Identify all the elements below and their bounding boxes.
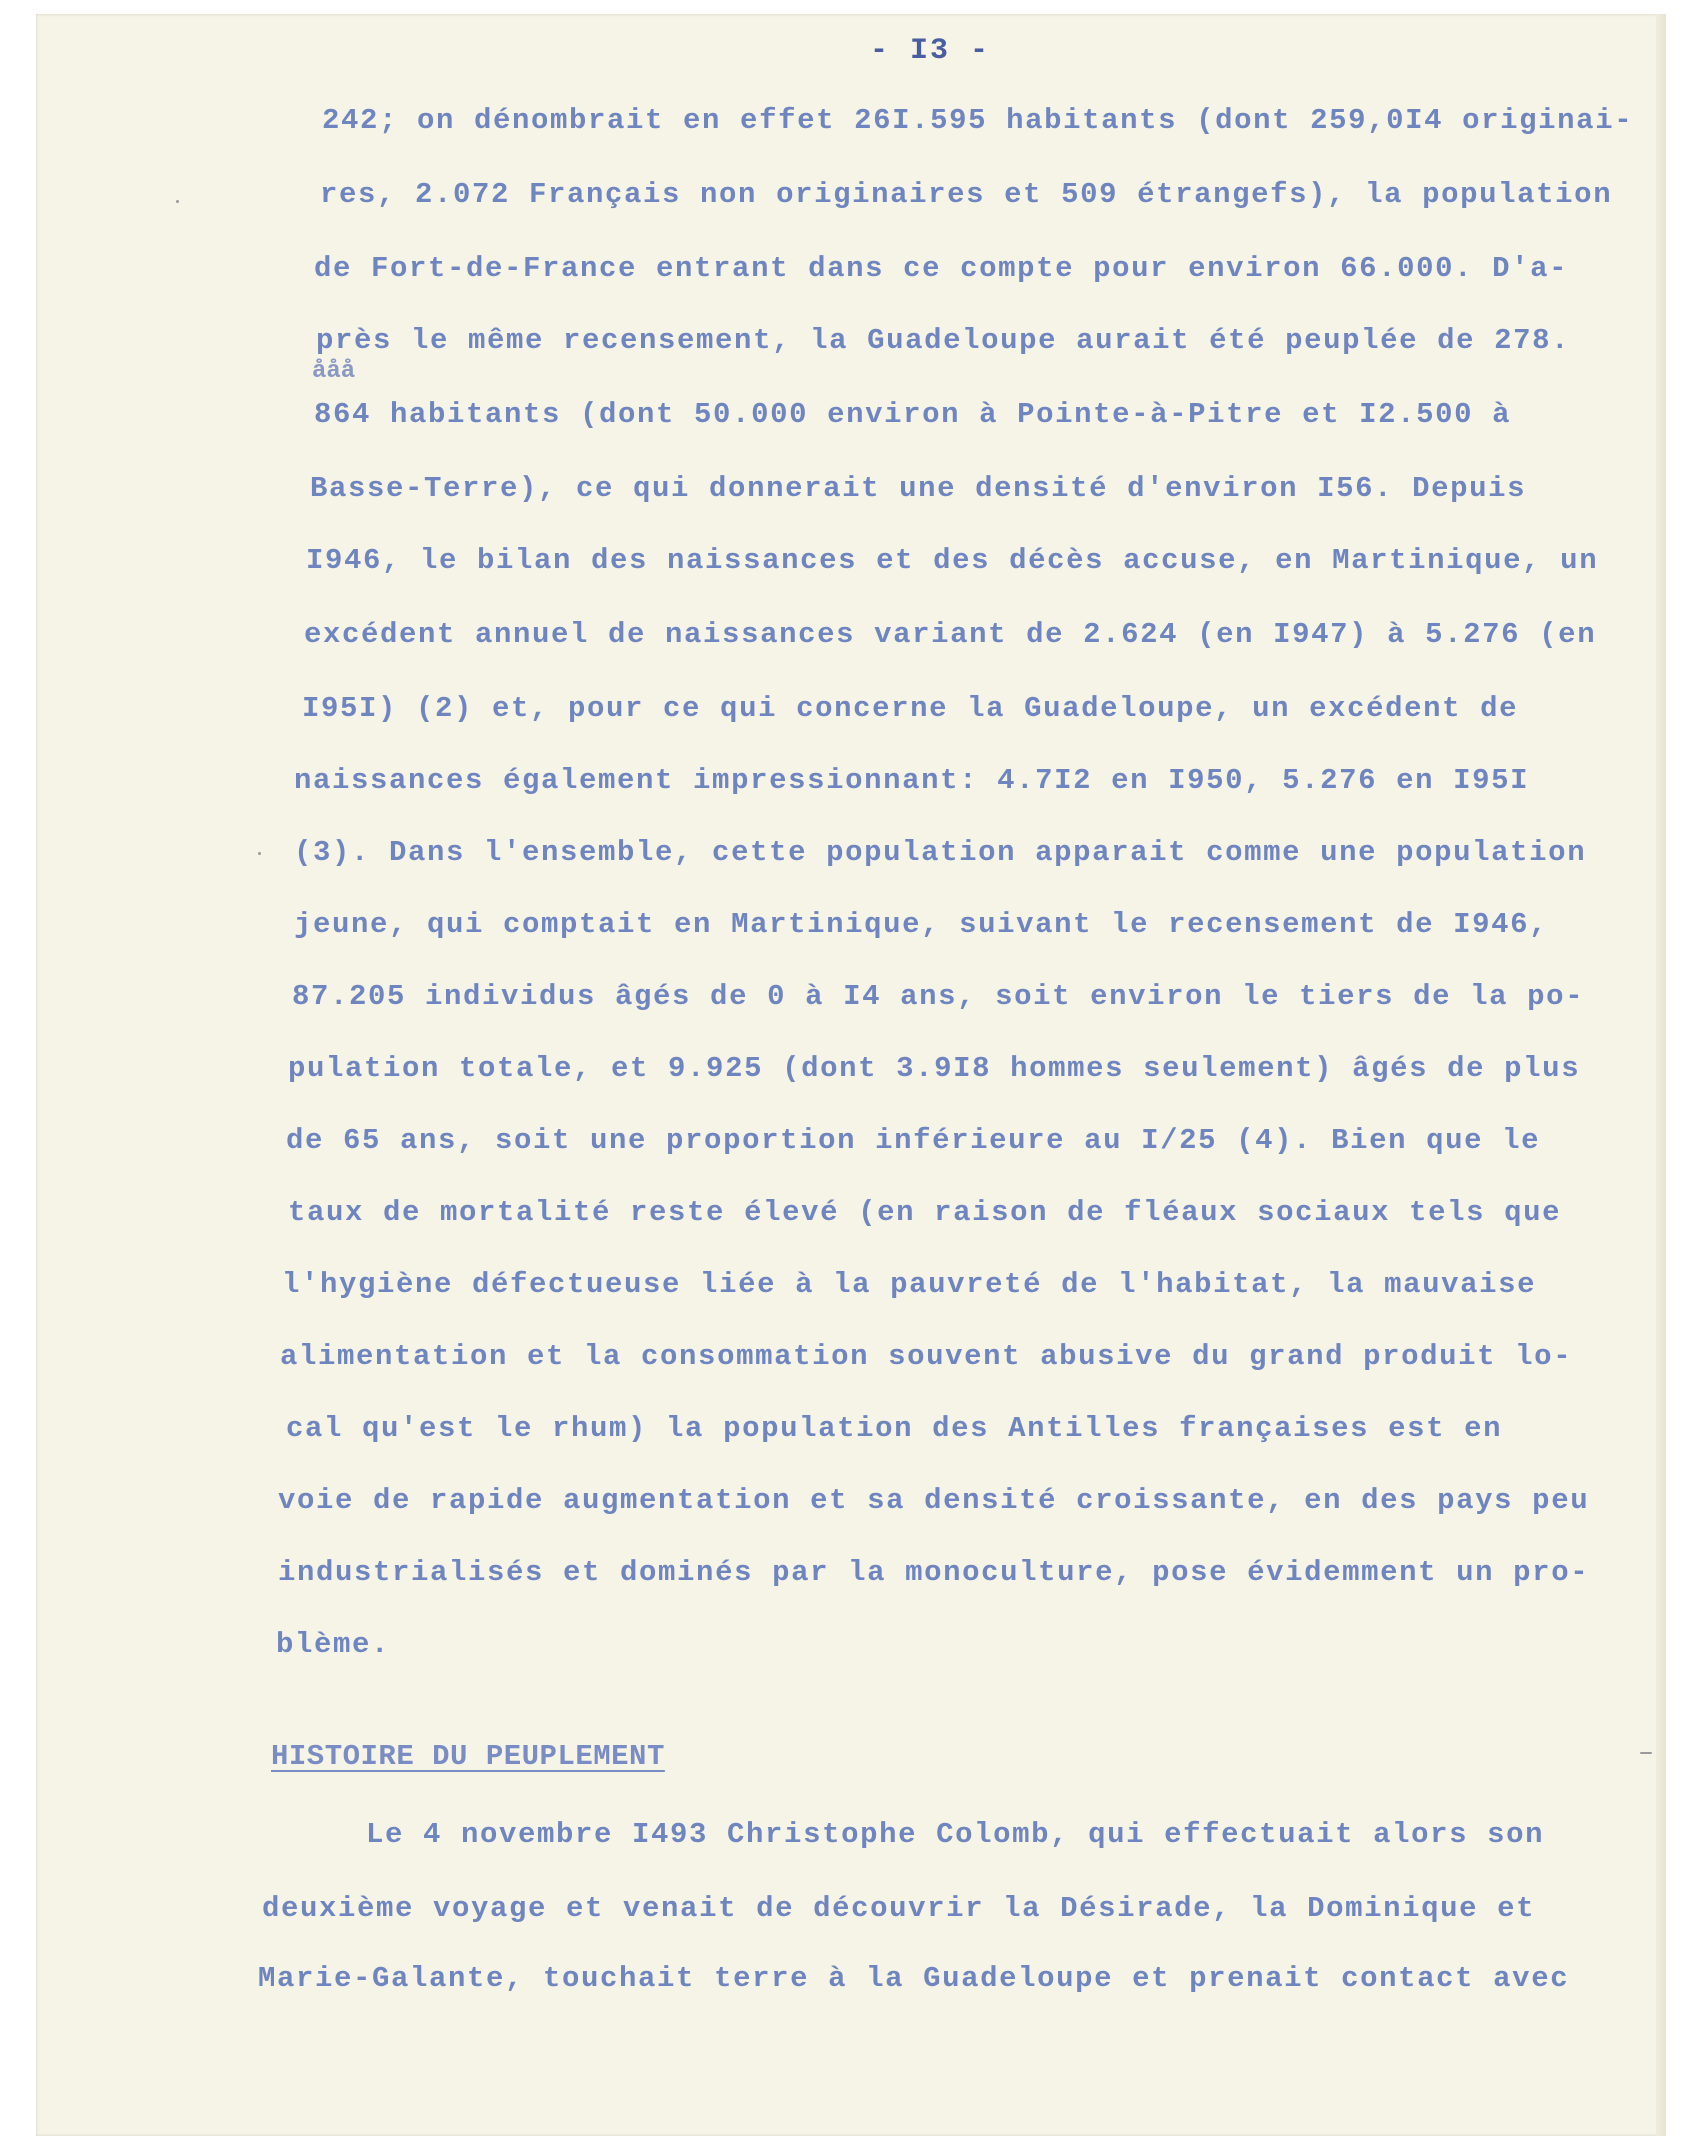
page-number: - I3 - — [870, 34, 991, 68]
paper-speck — [1640, 1752, 1652, 1754]
text-line: cal qu'est le rhum) la population des Antilles françaises est en — [286, 1412, 1503, 1445]
text-line: naissances également impressionnant: 4.7I2 en I950, 5.276 en I95I — [294, 764, 1530, 797]
text-line: l'hygiène défectueuse liée à la pauvreté de l'habitat, la mauvaise — [282, 1268, 1537, 1301]
text-line: de 65 ans, soit une proportion inférieure au I/25 (4). Bien que le — [286, 1124, 1541, 1157]
text-line: I95I) (2) et, pour ce qui concerne la Guadeloupe, un excédent de — [302, 692, 1519, 725]
text-line: Basse-Terre), ce qui donnerait une densité d'environ I56. Depuis — [310, 472, 1527, 505]
text-line: Marie-Galante, touchait terre à la Guadeloupe et prenait contact avec — [258, 1962, 1570, 1995]
text-line: blème. — [276, 1628, 391, 1661]
text-line: (3). Dans l'ensemble, cette population apparait comme une population — [294, 836, 1587, 869]
text-line: près le même recensement, la Guadeloupe aurait été peuplée de 278. — [316, 324, 1571, 357]
paper-edge — [1656, 14, 1666, 2136]
text-line: jeune, qui comptait en Martinique, suivant le recensement de I946, — [294, 908, 1549, 941]
text-line: Le 4 novembre I493 Christophe Colomb, qui effectuait alors son — [366, 1818, 1545, 1851]
text-line: de Fort-de-France entrant dans ce compte pour environ 66.000. D'a- — [314, 252, 1569, 285]
text-line: deuxième voyage et venait de découvrir la Désirade, la Dominique et — [262, 1892, 1536, 1925]
text-line: excédent annuel de naissances variant de 2.624 (en I947) à 5.276 (en — [304, 618, 1597, 651]
paper-speck — [258, 852, 261, 855]
text-line: 87.205 individus âgés de 0 à I4 ans, soit environ le tiers de la po- — [292, 980, 1585, 1013]
text-line: industrialisés et dominés par la monoculture, pose évidemment un pro- — [278, 1556, 1590, 1589]
section-heading: HISTOIRE DU PEUPLEMENT — [271, 1740, 665, 1773]
text-line: I946, le bilan des naissances et des décès accuse, en Martinique, un — [306, 544, 1599, 577]
text-line: res, 2.072 Français non originaires et 509 étrangefs), la population — [320, 178, 1613, 211]
text-line: pulation totale, et 9.925 (dont 3.9I8 hommes seulement) âgés de plus — [288, 1052, 1581, 1085]
text-line: 242; on dénombrait en effet 26I.595 habitants (dont 259,0I4 originai- — [322, 104, 1634, 137]
paper-speck — [176, 200, 179, 203]
text-line: taux de mortalité reste élevé (en raison de fléaux sociaux tels que — [288, 1196, 1562, 1229]
text-line: alimentation et la consommation souvent abusive du grand produit lo- — [280, 1340, 1573, 1373]
struck-out-characters: ååå — [312, 358, 356, 385]
text-line: 864 habitants (dont 50.000 environ à Pointe-à-Pitre et I2.500 à — [314, 398, 1512, 431]
text-line: voie de rapide augmentation et sa densité croissante, en des pays peu — [278, 1484, 1590, 1517]
